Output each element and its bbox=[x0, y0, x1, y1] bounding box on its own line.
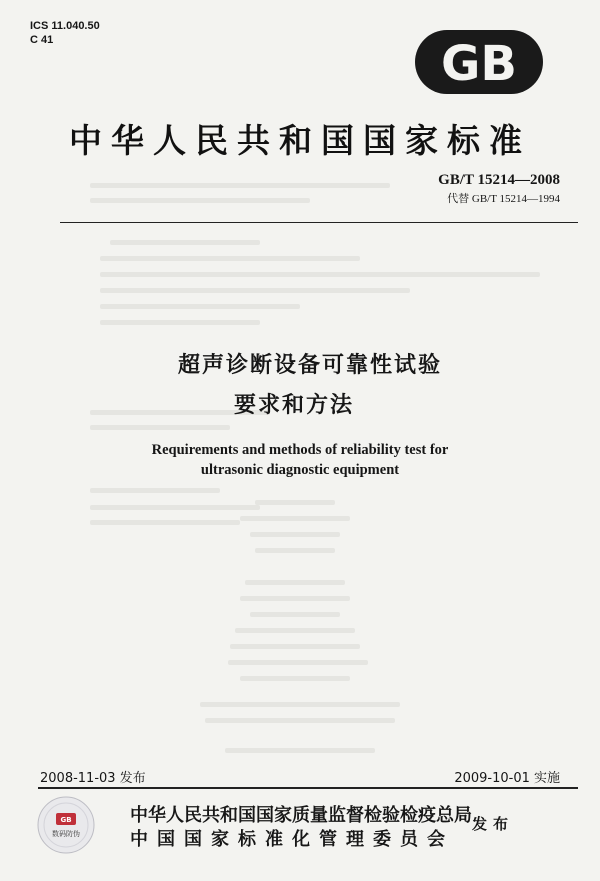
publish-label: 发布 bbox=[472, 815, 515, 833]
national-standard-title: 中华人民共和国国家标准 bbox=[69, 121, 531, 160]
top-divider bbox=[60, 222, 578, 223]
seal-text: 数码防伪 bbox=[52, 830, 80, 838]
issuer-line2: 中国国家标准化管理委员会 bbox=[130, 829, 454, 850]
ccs-code: C 41 bbox=[30, 34, 54, 46]
chinese-title-line2: 要求和方法 bbox=[233, 393, 354, 418]
english-title-line1: Requirements and methods of reliability test for bbox=[151, 442, 449, 458]
standard-number: GB/T 15214—2008 bbox=[438, 172, 560, 188]
english-title-line2: ultrasonic diagnostic equipment bbox=[200, 462, 400, 478]
issue-date: 2008-11-03 发布 bbox=[40, 771, 146, 786]
svg-text:GB: GB bbox=[60, 816, 72, 824]
chinese-title-line1: 超声诊断设备可靠性试验 bbox=[177, 353, 442, 378]
replaces-standard: 代替 GB/T 15214—1994 bbox=[447, 193, 560, 205]
gb-logo-text: GB bbox=[441, 36, 517, 92]
anti-counterfeit-seal-icon bbox=[36, 795, 96, 855]
classification-codes bbox=[30, 19, 100, 47]
implementation-date: 2009-10-01 实施 bbox=[454, 771, 560, 786]
issuer-line1: 中华人民共和国国家质量监督检验检疫总局 bbox=[130, 805, 472, 826]
gb-logo bbox=[415, 30, 543, 94]
ics-code: ICS 11.040.50 bbox=[30, 20, 100, 32]
bottom-divider bbox=[38, 787, 578, 789]
